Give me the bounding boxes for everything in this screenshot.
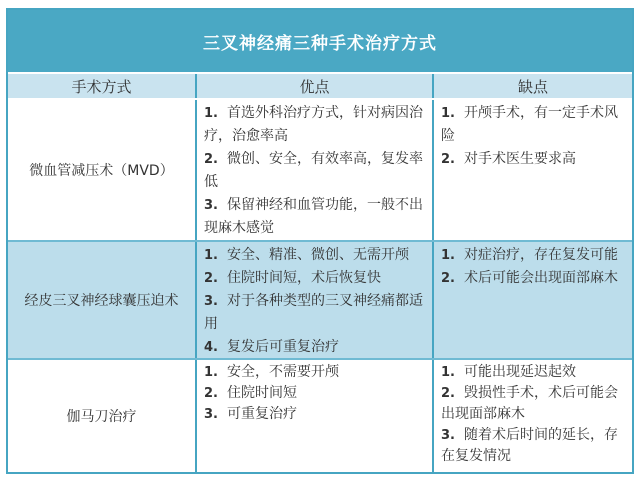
cons-item [441,362,627,383]
item-number: 4. [204,340,218,355]
table-header-row [8,74,632,100]
cons-item [441,102,627,148]
cons-item [441,244,627,267]
item-text: 微创、安全，有效率高，复发率低 [204,151,423,190]
table-row [8,240,632,360]
item-text: 随着术后时间的延长，存在复发情况 [441,427,618,464]
column-header-method: 手术方式 [71,77,132,96]
item-number: 1. [204,248,218,263]
item-number: 3. [204,407,218,422]
item-text: 复发后可重复治疗 [226,339,339,355]
pros-item [204,194,427,240]
method-cell: 伽马刀治疗 [66,409,137,425]
cons-item [441,383,627,425]
cons-item [441,267,627,290]
item-text: 对于各种类型的三叉神经痛都适用 [204,293,423,332]
pros-item [204,148,427,194]
item-text: 可能出现延迟起效 [463,364,576,380]
pros-item [204,383,427,404]
pros-item [204,404,427,425]
item-number: 2. [204,386,218,401]
pros-item [204,290,427,336]
item-number: 1. [204,106,218,121]
item-text: 对症治疗，存在复发可能 [463,247,618,263]
item-number: 2. [441,386,455,401]
table-title: 三叉神经痛三种手术治疗方式 [8,10,632,74]
cons-item [441,148,627,171]
pros-cell [195,242,432,358]
pros-item [204,244,427,267]
table-row [8,360,632,472]
cons-cell [432,360,632,472]
pros-item [204,362,427,383]
item-text: 保留神经和血管功能，一般不出现麻木感觉 [204,197,423,236]
item-text: 对手术医生要求高 [463,151,576,167]
item-text: 住院时间短，术后恢复快 [226,270,381,286]
table-row [8,100,632,240]
item-text: 首选外科治疗方式，针对病因治疗，治愈率高 [204,105,423,144]
treatment-comparison-table [6,8,634,474]
item-number: 2. [204,152,218,167]
item-number: 1. [441,106,455,121]
item-number: 2. [441,152,455,167]
item-text: 毁损性手术，术后可能会出现面部麻木 [441,385,618,422]
column-header-cons: 缺点 [432,74,632,98]
item-number: 2. [204,271,218,286]
item-number: 2. [441,271,455,286]
column-header-pros: 优点 [195,74,432,98]
cons-cell [432,242,632,358]
item-number: 1. [204,365,218,380]
pros-item [204,102,427,148]
pros-item [204,336,427,358]
item-text: 开颅手术，有一定手术风险 [441,105,618,144]
method-cell: 经皮三叉神经球囊压迫术 [24,293,179,309]
item-text: 安全、精准、微创、无需开颅 [226,247,409,263]
item-text: 住院时间短 [226,385,297,401]
item-number: 1. [441,248,455,263]
item-number: 1. [441,365,455,380]
item-text: 安全，不需要开颅 [226,364,339,380]
item-text: 可重复治疗 [226,406,297,422]
cons-cell [432,100,632,240]
cons-item [441,425,627,467]
pros-cell [195,360,432,472]
pros-item [204,267,427,290]
item-number: 3. [204,198,218,213]
pros-cell [195,100,432,240]
item-number: 3. [204,294,218,309]
item-text: 术后可能会出现面部麻木 [463,270,618,286]
item-number: 3. [441,428,455,443]
method-cell: 微血管减压术（MVD） [29,163,174,179]
